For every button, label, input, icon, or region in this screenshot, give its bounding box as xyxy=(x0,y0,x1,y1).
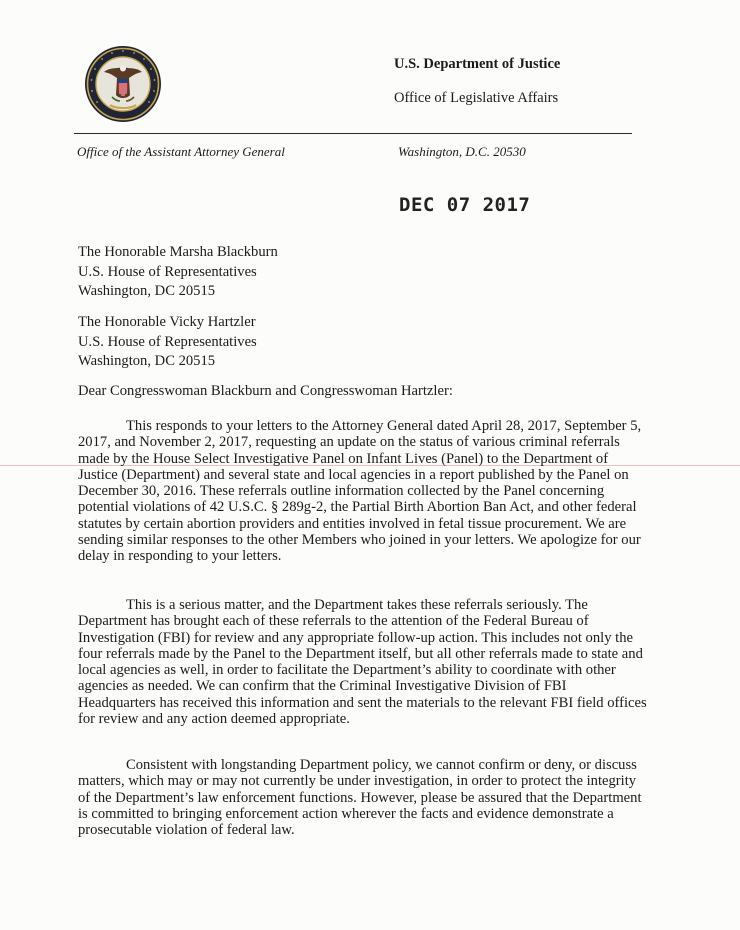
paragraph-line: Headquarters has received this information and sent the materials to the relevant FBI field offices xyxy=(78,694,647,711)
recipient-name: The Honorable Vicky Hartzler xyxy=(78,314,256,330)
paragraph-line: is committed to bringing enforcement action wherever the facts and evidence demonstrate a xyxy=(78,805,614,822)
department-name: U.S. Department of Justice xyxy=(394,56,561,72)
recipient-body: U.S. House of Representatives xyxy=(78,263,257,280)
recipient-name: The Honorable Marsha Blackburn xyxy=(78,244,278,260)
paragraph-line: 2017, and November 2, 2017, requesting an update on the status of various criminal referrals xyxy=(78,434,620,451)
paragraph-line: local agencies as well, in order to facilitate the Department’s ability to coordinate with other xyxy=(78,662,616,679)
paragraph-line: Investigation (FBI) for review and any appropriate follow-up action. This includes not only the xyxy=(78,629,633,646)
salutation: Dear Congresswoman Blackburn and Congresswoman Hartzler: xyxy=(78,383,453,399)
office-subline: Office of the Assistant Attorney General xyxy=(77,144,285,159)
paragraph-line: for review and any action deemed appropriate. xyxy=(78,711,350,728)
paragraph-line: delay in responding to your letters. xyxy=(78,548,282,565)
paragraph-line: agencies as needed. We can confirm that the Criminal Investigative Division of FBI xyxy=(78,678,567,695)
recipient-city: Washington, DC 20515 xyxy=(78,283,216,299)
paragraph-line: statutes by certain abortion providers and entities involved in fetal tissue procurement. We are xyxy=(78,515,627,532)
letterhead-divider xyxy=(74,133,632,134)
paragraph-line: sending similar responses to the other Members who joined in your letters. We apologize for our xyxy=(78,532,641,549)
paragraph-line: prosecutable violation of federal law. xyxy=(78,822,295,839)
paragraph-line: This responds to your letters to the Attorney General dated April 28, 2017, September 5, xyxy=(126,418,642,434)
paragraph-line: This is a serious matter, and the Department takes these referrals seriously. The xyxy=(126,597,588,613)
paragraph-line: of the Department’s law enforcement functions. However, please be assured that the Department xyxy=(78,789,642,806)
date-stamp: DEC 07 2017 xyxy=(399,194,531,216)
paragraph-line: made by the House Select Investigative Panel on Infant Lives (Panel) to the Department of xyxy=(78,450,609,467)
paragraph-line: Justice (Department) and several state and local agencies in a report published by the Panel on xyxy=(78,466,629,483)
paragraph-line: Consistent with longstanding Department policy, we cannot confirm or deny, or discuss xyxy=(126,757,637,773)
recipient-address-2 xyxy=(78,313,257,372)
body-paragraph-1 xyxy=(78,418,678,565)
paragraph-line: potential violations of 42 U.S.C. § 289g-2, the Partial Birth Abortion Ban Act, and other federal xyxy=(78,499,637,516)
recipient-address-1 xyxy=(78,243,278,302)
paragraph-line: December 30, 2016. These referrals outline information collected by the Panel concerning xyxy=(78,483,605,500)
recipient-city: Washington, DC 20515 xyxy=(78,353,216,369)
location-subline: Washington, D.C. 20530 xyxy=(398,144,526,159)
office-name: Office of Legislative Affairs xyxy=(394,90,559,106)
doj-seal-icon xyxy=(84,45,162,123)
body-paragraph-3 xyxy=(78,757,678,838)
paragraph-line: Department has brought each of these referrals to the attention of the Federal Bureau of xyxy=(78,613,589,630)
recipient-body: U.S. House of Representatives xyxy=(78,333,257,350)
body-paragraph-2 xyxy=(78,597,678,727)
paragraph-line: matters, which may or may not currently be under investigation, in order to protect the integrity xyxy=(78,773,637,790)
paragraph-line: four referrals made by the Panel to the Department itself, but all other referrals made to state and xyxy=(78,645,643,662)
